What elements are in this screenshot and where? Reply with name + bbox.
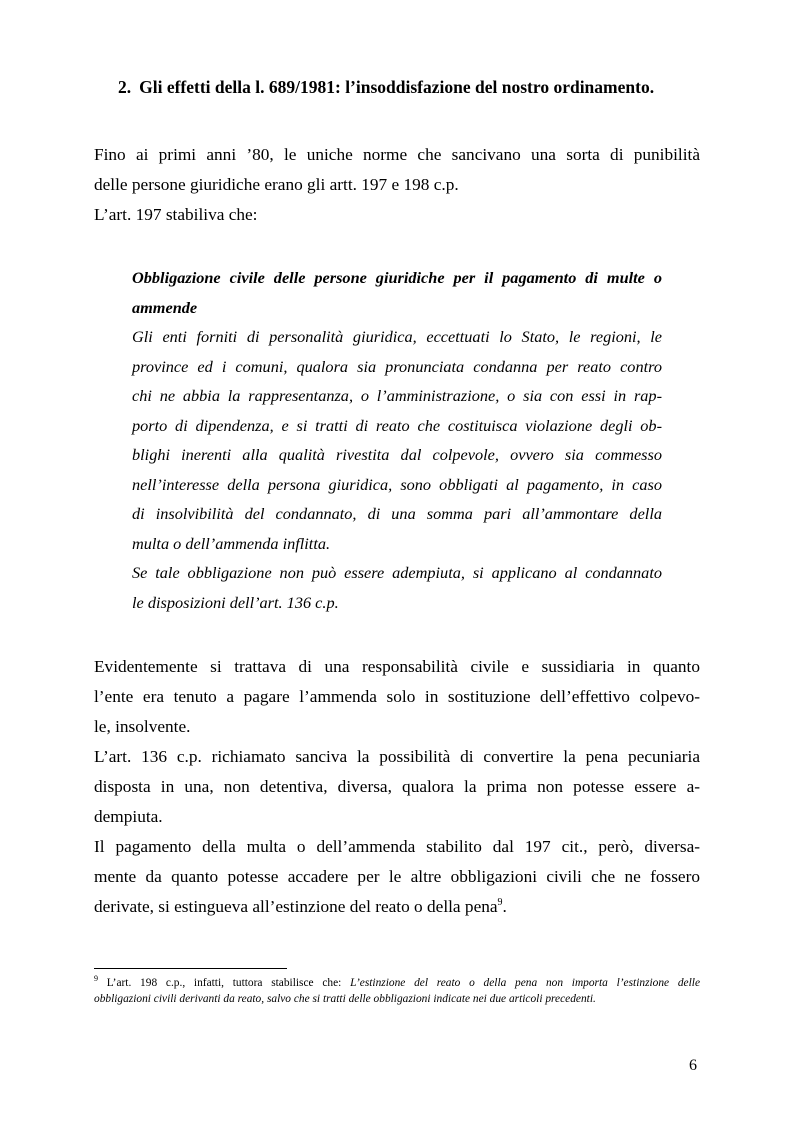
- text-line: delle persone giuridiche erano gli artt. 197 e 198 c.p.: [94, 175, 459, 194]
- section-title: Gli effetti della l. 689/1981: l’insoddisfazione del nostro ordinamento.: [139, 77, 655, 97]
- quote-title-line: ammende: [132, 297, 198, 317]
- body-paragraph: [94, 652, 700, 922]
- footnote-separator: [94, 968, 287, 969]
- footnote-line: [94, 975, 700, 991]
- quote-line: blighi inerenti alla qualità rivestita dal colpevole, ovvero sia commesso: [132, 445, 662, 464]
- footnote-reference[interactable]: 9: [497, 897, 503, 909]
- quote-line: le disposizioni dell’art. 136 c.p.: [132, 592, 339, 612]
- quote-title-line: Obbligazione civile delle persone giuridiche per il pagamento di multe o: [132, 268, 662, 287]
- text-line: Fino ai primi anni ’80, le uniche norme che sancivano una sorta di punibilità: [94, 145, 700, 164]
- footnote-quote: L’estinzione del reato o della pena non importa l’estinzione delle: [350, 977, 700, 989]
- quote-line: di insolvibilità del condannato, di una somma pari all’ammontare della: [132, 504, 662, 523]
- quote-line: chi ne abbia la rappresentanza, o l’amministrazione, o sia con essi in rap-: [132, 386, 662, 405]
- last-line-end: .: [502, 897, 507, 916]
- text-line: L’art. 136 c.p. richiamato sanciva la possibilità di convertire la pena pecuniaria: [94, 747, 700, 766]
- footnote-line: [94, 991, 700, 1007]
- text-line: mente da quanto potesse accadere per le altre obbligazioni civili che ne fossero: [94, 867, 700, 886]
- last-line-text: derivate, si estingueva all’estinzione del reato o della pena: [94, 897, 498, 916]
- section-number: 2.: [118, 77, 132, 97]
- footnote-quote: obbligazioni civili derivanti da reato, salvo che si tratti delle obbligazioni indicate nei due articoli precedenti.: [94, 993, 596, 1005]
- quoted-article: [132, 263, 662, 617]
- text-line: [94, 892, 700, 922]
- text-line: L’art. 197 stabiliva che:: [94, 205, 258, 224]
- quote-line: Se tale obbligazione non può essere adempiuta, si applicano al condannato: [132, 563, 662, 582]
- quote-line: province ed i comuni, qualora sia pronunciata condanna per reato contro: [132, 356, 662, 376]
- footnote-lead: L’art. 198 c.p., infatti, tuttora stabilisce che:: [98, 977, 351, 989]
- text-line: l’ente era tenuto a pagare l’ammenda solo in sostituzione dell’effettivo colpevo-: [94, 687, 700, 706]
- text-line: Il pagamento della multa o dell’ammenda stabilito dal 197 cit., però, diversa-: [94, 837, 700, 856]
- footnote-number: 9: [94, 974, 98, 984]
- quote-line: porto di dipendenza, e si tratti di reato che costituisca violazione degli ob-: [132, 415, 662, 435]
- page-number: 6: [689, 1057, 697, 1074]
- quote-line: Gli enti forniti di personalità giuridica, eccettuati lo Stato, le regioni, le: [132, 327, 662, 346]
- footnote: [94, 975, 700, 1007]
- text-line: dempiuta.: [94, 807, 163, 826]
- quote-line: nell’interesse della persona giuridica, sono obbligati al pagamento, in caso: [132, 474, 662, 494]
- text-line: disposta in una, non detentiva, diversa, qualora la prima non potesse essere a-: [94, 777, 700, 796]
- intro-paragraph: [94, 140, 700, 230]
- section-heading: [118, 74, 718, 100]
- text-line: Evidentemente si trattava di una responsabilità civile e sussidiaria in quanto: [94, 657, 700, 676]
- text-line: le, insolvente.: [94, 717, 191, 736]
- quote-line: multa o dell’ammenda inflitta.: [132, 533, 331, 553]
